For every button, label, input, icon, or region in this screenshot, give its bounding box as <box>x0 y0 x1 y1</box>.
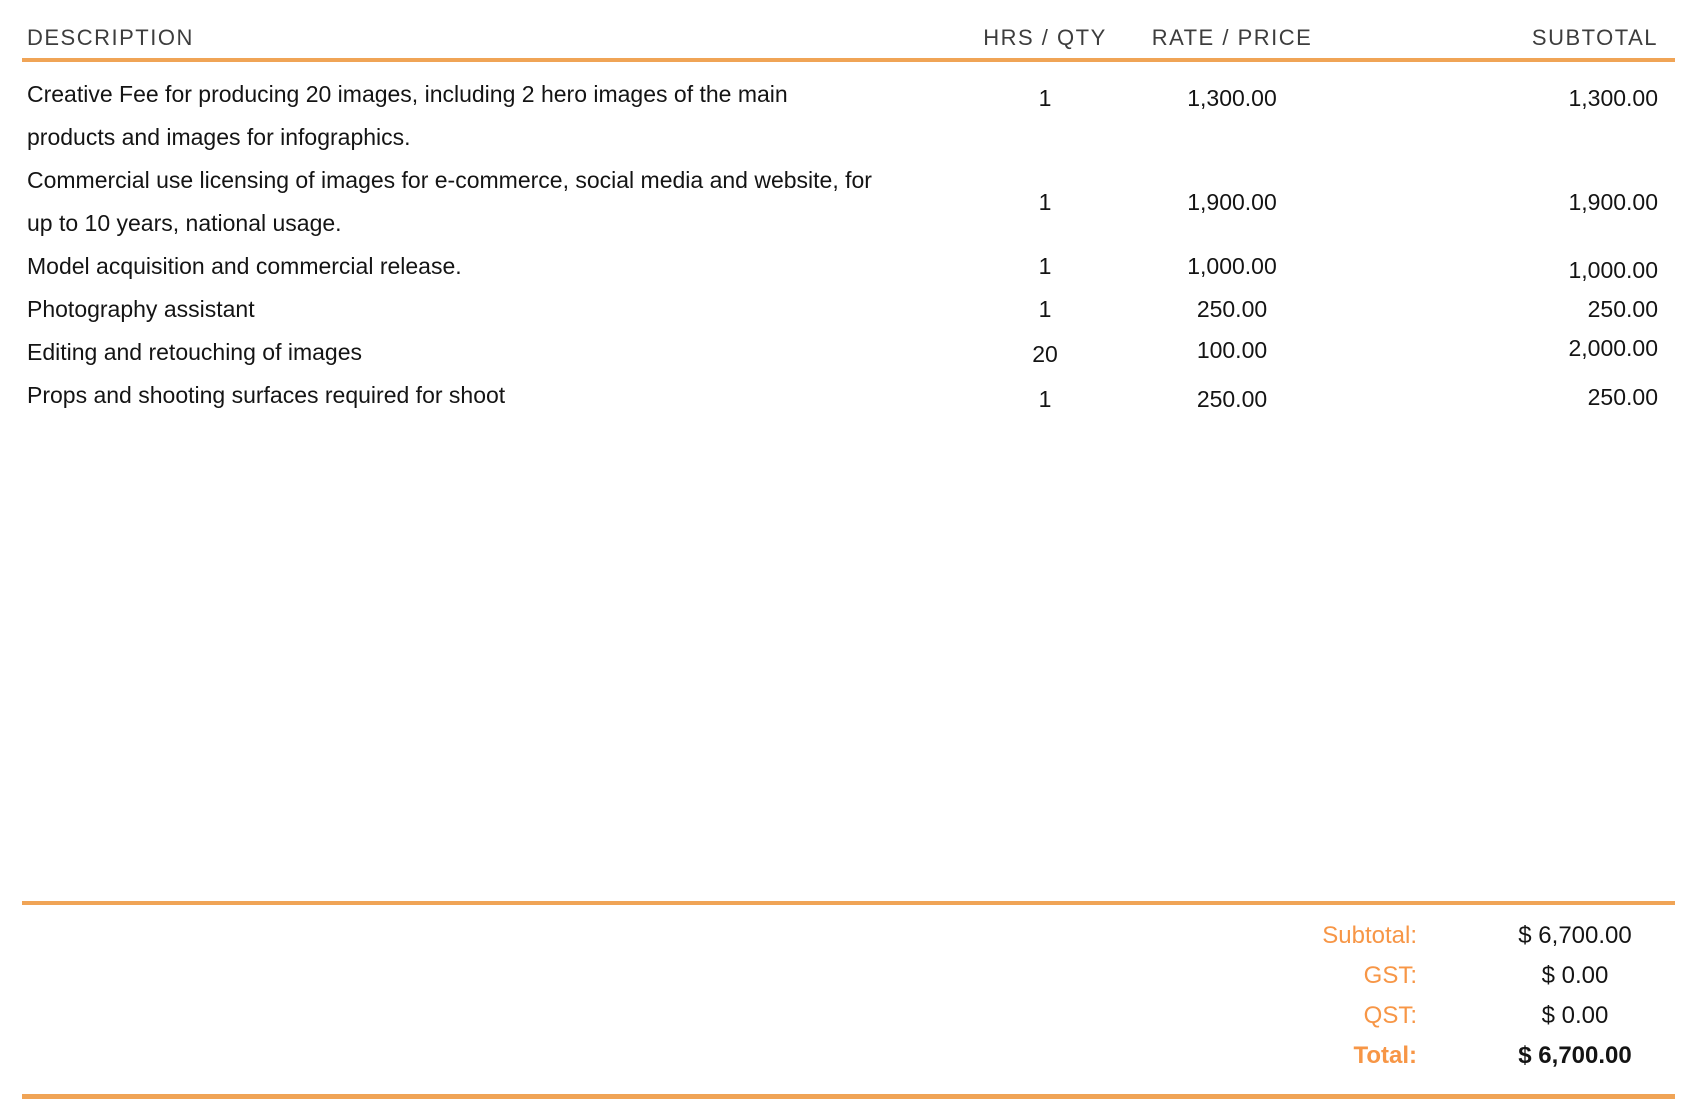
totals-label-gst: GST: <box>1363 962 1417 989</box>
item-qty: 1 <box>1038 85 1052 111</box>
item-rate: 250.00 <box>1196 296 1268 322</box>
item-description-line: up to 10 years, national usage. <box>27 210 342 236</box>
item-rate: 1,300.00 <box>1187 85 1277 111</box>
item-description: Props and shooting surfaces required for shoot <box>27 382 506 408</box>
totals-row-subtotal <box>22 916 1675 956</box>
totals-row-gst <box>22 956 1675 996</box>
item-rate: 1,000.00 <box>1187 253 1277 279</box>
page-bottom-divider <box>22 1094 1675 1099</box>
item-description <box>22 159 957 245</box>
item-subtotal: 1,300.00 <box>1568 85 1658 111</box>
item-description-line: Creative Fee for producing 20 images, including 2 hero images of the main <box>27 81 788 107</box>
totals-label-subtotal: Subtotal: <box>1322 922 1417 949</box>
line-item-row <box>22 288 1675 331</box>
item-qty: 1 <box>1038 188 1052 215</box>
item-subtotal: 1,000.00 <box>1568 257 1658 283</box>
item-description-line: Commercial use licensing of images for e-commerce, social media and website, for <box>27 167 872 193</box>
line-item-row <box>22 245 1675 288</box>
item-description: Photography assistant <box>27 296 255 322</box>
item-qty: 1 <box>1038 253 1052 279</box>
totals-row-qst <box>22 996 1675 1036</box>
item-qty: 1 <box>1038 386 1052 412</box>
totals-section <box>22 905 1675 1076</box>
column-header-description: DESCRIPTION <box>27 25 194 50</box>
item-subtotal: 2,000.00 <box>1568 335 1658 361</box>
totals-value-gst: $ 0.00 <box>1541 962 1609 989</box>
item-description <box>22 73 957 159</box>
totals-value-total: $ 6,700.00 <box>1518 1042 1632 1069</box>
item-rate: 250.00 <box>1196 386 1268 412</box>
totals-value-subtotal: $ 6,700.00 <box>1518 922 1632 949</box>
line-item-row <box>22 159 1675 245</box>
item-qty: 20 <box>1032 341 1058 367</box>
column-header-qty: HRS / QTY <box>983 25 1107 50</box>
item-subtotal: 1,900.00 <box>1568 188 1658 215</box>
column-header-rate: RATE / PRICE <box>1151 25 1313 50</box>
table-header <box>22 0 1675 62</box>
item-subtotal: 250.00 <box>1587 384 1658 410</box>
line-item-row <box>22 374 1675 417</box>
item-subtotal: 250.00 <box>1587 296 1658 322</box>
item-rate: 100.00 <box>1196 337 1268 363</box>
totals-row-total <box>22 1036 1675 1076</box>
line-item-row <box>22 331 1675 374</box>
item-qty: 1 <box>1038 296 1052 322</box>
totals-label-qst: QST: <box>1363 1002 1417 1029</box>
column-header-subtotal: SUBTOTAL <box>1531 25 1658 50</box>
item-description: Model acquisition and commercial release. <box>27 253 462 279</box>
totals-label-total: Total: <box>1353 1042 1417 1069</box>
item-description: Editing and retouching of images <box>27 339 362 365</box>
line-item-row <box>22 62 1675 159</box>
item-rate: 1,900.00 <box>1187 188 1277 215</box>
item-description-line: products and images for infographics. <box>27 124 411 150</box>
totals-value-qst: $ 0.00 <box>1541 1002 1609 1029</box>
